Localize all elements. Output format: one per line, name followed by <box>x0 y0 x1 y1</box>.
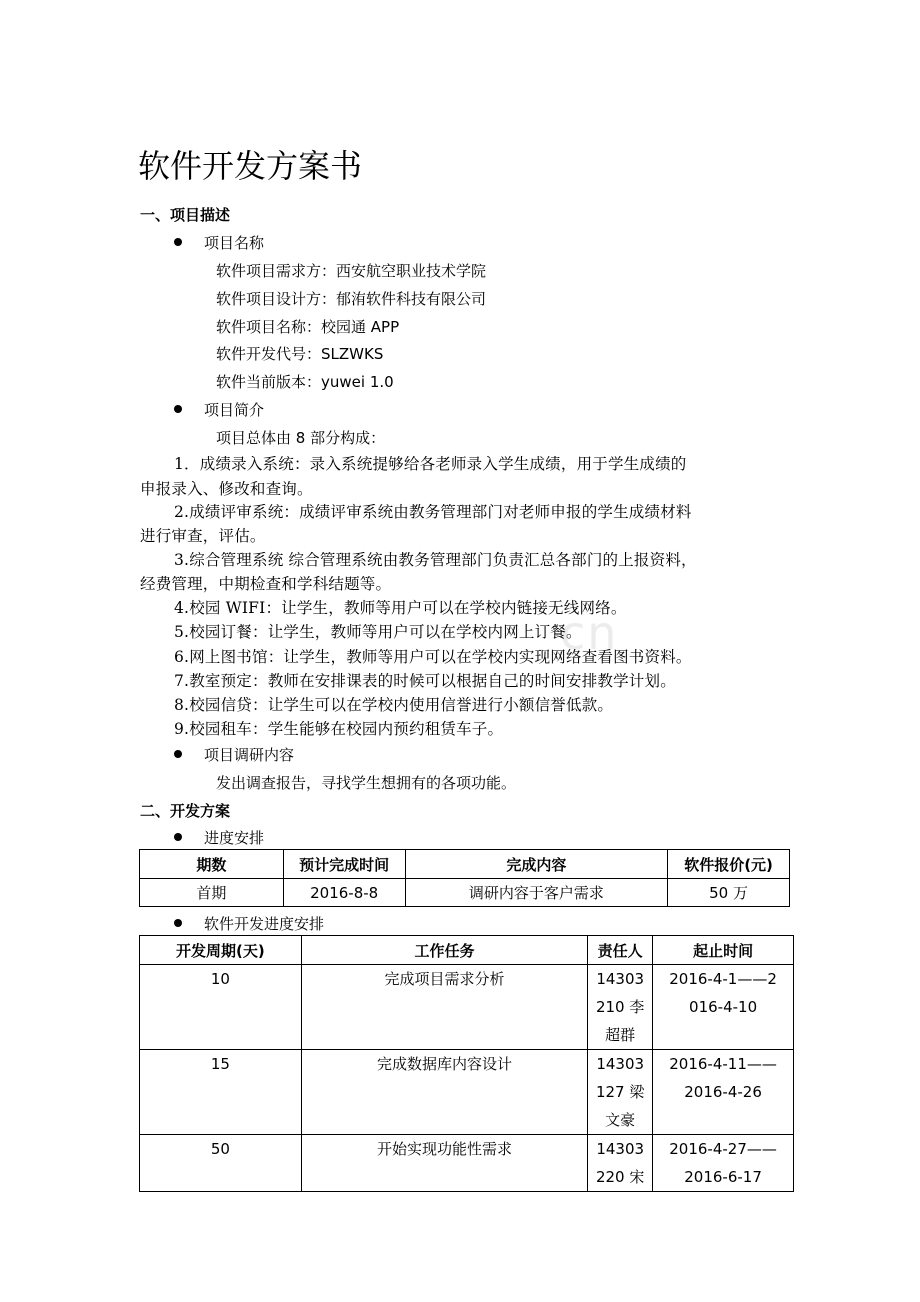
date-line: 2016-4-26 <box>684 1083 762 1101</box>
bullet-label: 项目简介 <box>204 401 265 419</box>
table-row <box>140 965 794 1050</box>
date-line: 2016-4-27—— <box>669 1140 777 1158</box>
bullet-label: 项目名称 <box>204 234 265 252</box>
bullet-dot-icon <box>174 750 182 758</box>
intro-line: 项目总体由 8 部分构成： <box>216 429 386 447</box>
intro-item: 6.网上图书馆：让学生，教师等用户可以在学校内实现网络查看图书资料。 <box>174 648 692 666</box>
person-cell <box>588 1135 653 1192</box>
section-heading-plan: 二、开发方案 <box>140 802 231 820</box>
table-header-cell: 工作任务 <box>301 936 587 965</box>
bullet-dot-icon <box>174 405 182 413</box>
intro-item: 3.综合管理系统 综合管理系统由教务管理部门负责汇总各部门的上报资料， <box>174 551 697 569</box>
intro-item: 进行审查，评估。 <box>140 527 266 545</box>
person-cell <box>588 965 653 1050</box>
person-cell <box>588 1050 653 1135</box>
section-heading-description: 一、项目描述 <box>140 206 231 224</box>
person-line: 14303 <box>596 1140 645 1158</box>
table-header-cell: 软件报价(元) <box>668 850 790 879</box>
date-line: 2016-4-1——2 <box>669 970 777 988</box>
watermark: cn <box>560 606 619 660</box>
table-row <box>140 1050 794 1135</box>
name-line: 软件项目设计方：郁洧软件科技有限公司 <box>216 290 487 308</box>
intro-item: 经费管理，中期检查和学科结题等。 <box>140 575 392 593</box>
schedule-table <box>139 849 790 907</box>
name-line: 软件当前版本：yuwei 1.0 <box>216 373 394 391</box>
table-cell: 首期 <box>140 879 284 907</box>
days-cell: 50 <box>140 1135 302 1192</box>
bullet-project-intro <box>174 399 264 420</box>
task-cell: 开始实现功能性需求 <box>301 1135 587 1192</box>
table-cell: 调研内容于客户需求 <box>405 879 668 907</box>
days-cell: 10 <box>140 965 302 1050</box>
page-title: 软件开发方案书 <box>138 147 363 185</box>
bullet-schedule <box>174 827 264 848</box>
intro-item: 1．成绩录入系统：录入系统提够给各老师录入学生成绩，用于学生成绩的 <box>174 455 687 473</box>
person-line: 220 宋 <box>595 1168 645 1186</box>
bullet-label: 项目调研内容 <box>204 746 295 764</box>
table-cell: 2016-8-8 <box>283 879 405 907</box>
person-line: 文豪 <box>605 1111 636 1129</box>
dev-schedule-table <box>139 935 794 1192</box>
person-line: 14303 <box>596 970 645 988</box>
days-cell: 15 <box>140 1050 302 1135</box>
name-line: 软件开发代号：SLZWKS <box>216 345 384 363</box>
bullet-dev-schedule <box>174 913 324 934</box>
task-cell: 完成数据库内容设计 <box>301 1050 587 1135</box>
date-line: 2016-6-17 <box>684 1168 762 1186</box>
bullet-research <box>174 744 294 765</box>
person-line: 14303 <box>596 1055 645 1073</box>
research-line: 发出调查报告，寻找学生想拥有的各项功能。 <box>216 774 517 792</box>
intro-item: 7.教室预定：教师在安排课表的时候可以根据自己的时间安排教学计划。 <box>174 672 676 690</box>
table-header-cell: 起止时间 <box>653 936 794 965</box>
table-header-row <box>140 936 794 965</box>
table-header-row <box>140 850 790 879</box>
intro-item: 申报录入、修改和查询。 <box>140 480 313 498</box>
bullet-dot-icon <box>174 238 182 246</box>
intro-item: 8.校园信贷：让学生可以在学校内使用信誉进行小额信誉低款。 <box>174 696 614 714</box>
name-line: 软件项目名称：校园通 APP <box>216 318 400 336</box>
table-header-cell: 期数 <box>140 850 284 879</box>
intro-item: 9.校园租车：学生能够在校园内预约租赁车子。 <box>174 720 504 738</box>
table-row <box>140 1135 794 1192</box>
date-range-cell <box>653 1135 794 1192</box>
bullet-project-name <box>174 232 264 253</box>
person-line: 127 梁 <box>595 1083 645 1101</box>
table-header-cell: 开发周期(天) <box>140 936 302 965</box>
date-line: 2016-4-11—— <box>669 1055 777 1073</box>
table-cell: 50 万 <box>668 879 790 907</box>
table-header-cell: 预计完成时间 <box>283 850 405 879</box>
bullet-dot-icon <box>174 833 182 841</box>
person-line: 210 李 <box>595 998 645 1016</box>
table-header-cell: 完成内容 <box>405 850 668 879</box>
task-cell: 完成项目需求分析 <box>301 965 587 1050</box>
person-line: 超群 <box>605 1026 636 1044</box>
table-header-cell: 责任人 <box>588 936 653 965</box>
intro-item: 4.校园 WIFI：让学生，教师等用户可以在学校内链接无线网络。 <box>174 599 627 617</box>
date-range-cell <box>653 965 794 1050</box>
bullet-dot-icon <box>174 919 182 927</box>
intro-item: 5.校园订餐：让学生，教师等用户可以在学校内网上订餐。 <box>174 623 582 641</box>
date-line: 016-4-10 <box>689 998 758 1016</box>
name-line: 软件项目需求方：西安航空职业技术学院 <box>216 262 487 280</box>
intro-item: 2.成绩评审系统：成绩评审系统由教务管理部门对老师申报的学生成绩材料 <box>174 503 692 521</box>
bullet-label: 软件开发进度安排 <box>204 915 325 933</box>
bullet-label: 进度安排 <box>204 829 265 847</box>
date-range-cell <box>653 1050 794 1135</box>
table-row <box>140 879 790 907</box>
